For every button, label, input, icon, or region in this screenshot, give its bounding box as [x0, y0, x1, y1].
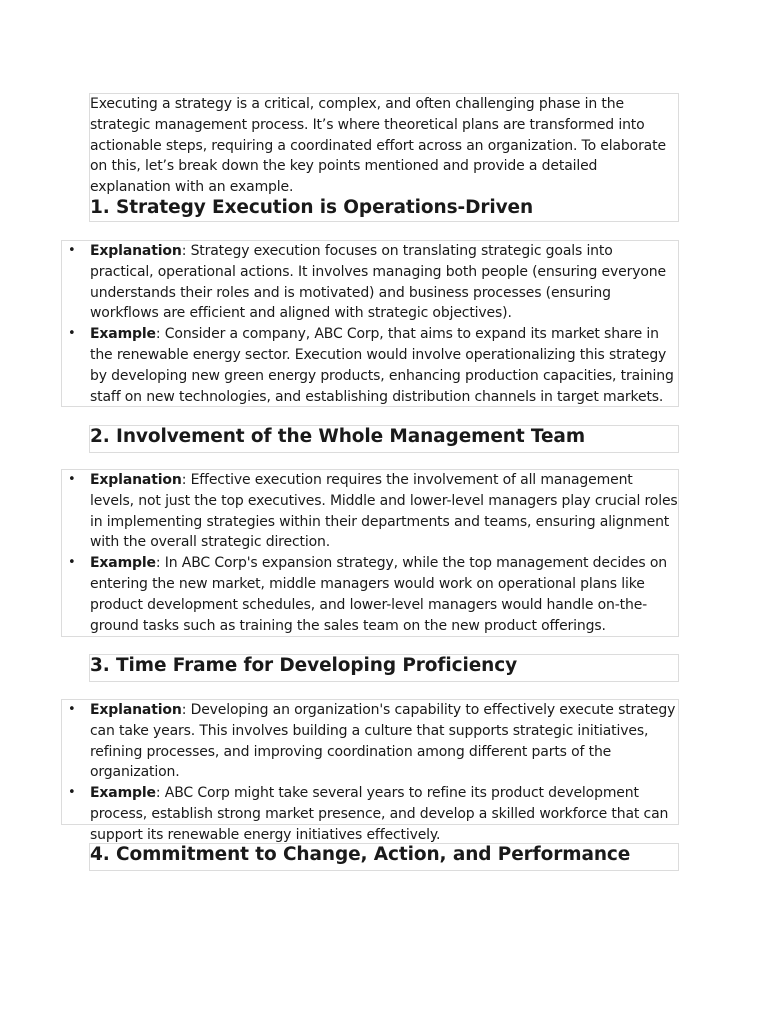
section-1-heading: 1. Strategy Execution is Operations-Driven: [90, 197, 534, 218]
explanation-label: Explanation: [90, 472, 182, 488]
section-2-heading: 2. Involvement of the Whole Management Team: [90, 426, 585, 447]
explanation-text: : Strategy execution focuses on translating strategic goals into practical, operational actions. It involves managing both people (ensuring everyone understands their roles and is motivated) and business processes (ensuring workflows are efficient and aligned with strategic objectives).: [90, 243, 666, 322]
bullet-icon: •: [68, 326, 76, 342]
explanation-text: : Effective execution requires the involvement of all management levels, not just the top executives. Middle and lower-level managers play crucial roles in implementing strategies within their departments and teams, ensuring alignment with the overall strategic direction.: [90, 472, 678, 551]
example-label: Example: [90, 785, 156, 802]
bullet-icon: •: [68, 243, 76, 258]
example-text: : In ABC Corp's expansion strategy, while the top management decides on entering the new market, middle managers would work on operational plans like product development schedules, and lower-level managers would handle on-the-ground tasks such as training the sales team on the new product offerings.: [90, 555, 667, 634]
bullet-icon: •: [68, 555, 76, 571]
list-item: [68, 324, 680, 407]
section-2-list: [68, 470, 680, 636]
example-text: : ABC Corp might take several years to refine its product development process, establish strong market presence, and develop a skilled workforce that can support its renewable energy initiatives effectively.: [90, 785, 669, 843]
list-item: [68, 470, 680, 553]
example-text: : Consider a company, ABC Corp, that aims to expand its market share in the renewable energy sector. Execution would involve operationalizing this strategy by developing new green energy products, enhancing production capacities, training staff on new technologies, and establishing distribution channels in target markets.: [90, 326, 674, 405]
bullet-icon: •: [68, 472, 76, 487]
example-label: Example: [90, 555, 156, 572]
explanation-label: Explanation: [90, 243, 182, 259]
bullet-icon: •: [68, 702, 76, 717]
intro-paragraph: Executing a strategy is a critical, complex, and often challenging phase in the strategic management process. It’s where theoretical plans are transformed into actionable steps, requiring a coordinated effort across an organization. To elaborate on this, let’s break down the key points mentioned and provide a detailed explanation with an example.: [90, 96, 666, 196]
explanation-label: Explanation: [90, 702, 182, 718]
explanation-text: : Developing an organization's capability to effectively execute strategy can take years. This involves building a culture that supports strategic initiatives, refining processes, and improving coordination among different parts of the organization.: [90, 702, 676, 781]
list-item: [68, 700, 680, 783]
bullet-icon: •: [68, 785, 76, 801]
example-label: Example: [90, 326, 156, 343]
list-item: [68, 783, 680, 845]
list-item: [68, 553, 680, 636]
section-3-list: [68, 700, 680, 846]
section-3-heading: 3. Time Frame for Developing Proficiency: [90, 655, 518, 676]
list-item: [68, 241, 680, 324]
section-4-heading: 4. Commitment to Change, Action, and Performance: [90, 844, 631, 865]
section-1-list: [68, 241, 680, 407]
